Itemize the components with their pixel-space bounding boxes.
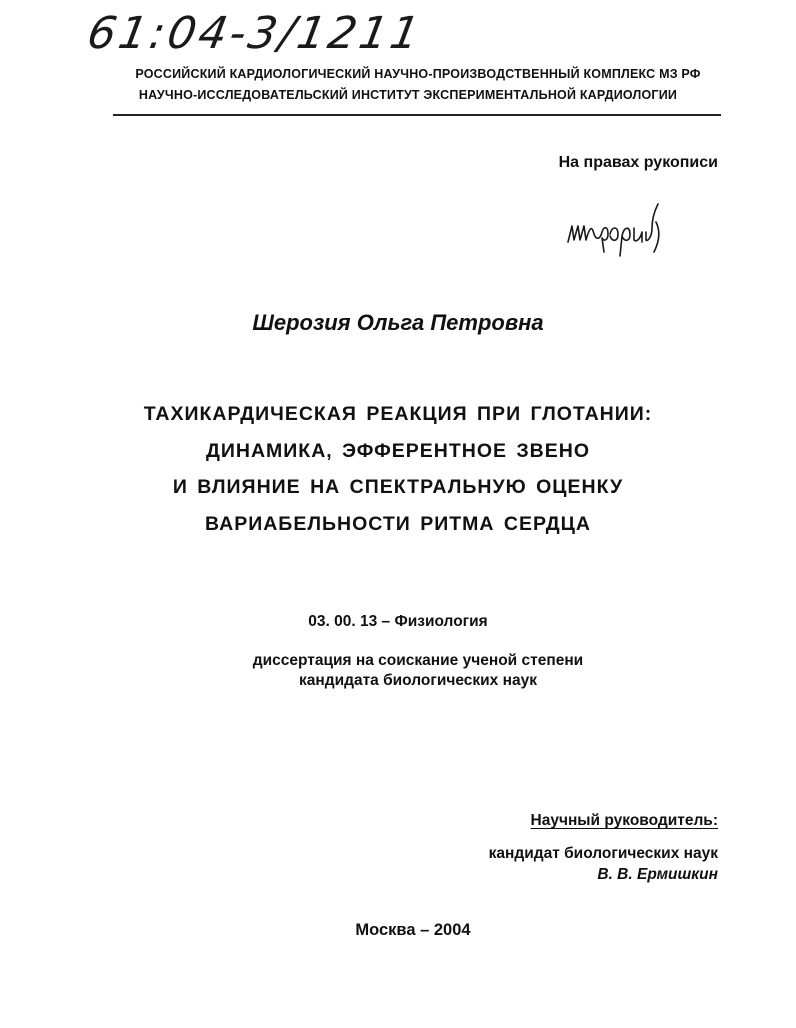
specialty-code: 03. 00. 13 – Физиология bbox=[308, 613, 488, 630]
organization-name: РОССИЙСКИЙ КАРДИОЛОГИЧЕСКИЙ НАУЧНО-ПРОИЗВОДСТВЕННЫЙ КОМПЛЕКС МЗ РФ bbox=[135, 67, 701, 81]
supervisor-block bbox=[489, 810, 718, 885]
header-divider bbox=[113, 114, 721, 116]
degree-line: кандидата биологических наук bbox=[299, 672, 537, 689]
supervisor-heading: Научный руководитель: bbox=[530, 812, 718, 829]
supervisor-name: В. В. Ермишкин bbox=[597, 866, 718, 883]
institute-name: НАУЧНО-ИССЛЕДОВАТЕЛЬСКИЙ ИНСТИТУТ ЭКСПЕРИМЕНТАЛЬНОЙ КАРДИОЛОГИИ bbox=[138, 88, 678, 102]
author-name: Шерозия Ольга Петровна bbox=[252, 310, 544, 335]
title-line: ДИНАМИКА, ЭФФЕРЕНТНОЕ ЗВЕНО bbox=[205, 439, 591, 462]
title-line: ВАРИАБЕЛЬНОСТИ РИТМА СЕРДЦА bbox=[205, 512, 591, 535]
handwritten-archive-code: 61:04-3/1211 bbox=[83, 8, 427, 59]
author-signature bbox=[560, 196, 670, 260]
supervisor-degree: кандидат биологических наук bbox=[488, 845, 718, 862]
degree-line: диссертация на соискание ученой степени bbox=[252, 652, 584, 669]
degree-statement bbox=[0, 651, 796, 691]
dissertation-title bbox=[0, 396, 796, 542]
title-line: ТАХИКАРДИЧЕСКАЯ РЕАКЦИЯ ПРИ ГЛОТАНИИ: bbox=[143, 403, 653, 425]
title-line: И ВЛИЯНИЕ НА СПЕКТРАЛЬНУЮ ОЦЕНКУ bbox=[172, 476, 624, 498]
manuscript-rights-note: На правах рукописи bbox=[558, 154, 718, 171]
city-and-year: Москва – 2004 bbox=[355, 921, 471, 939]
